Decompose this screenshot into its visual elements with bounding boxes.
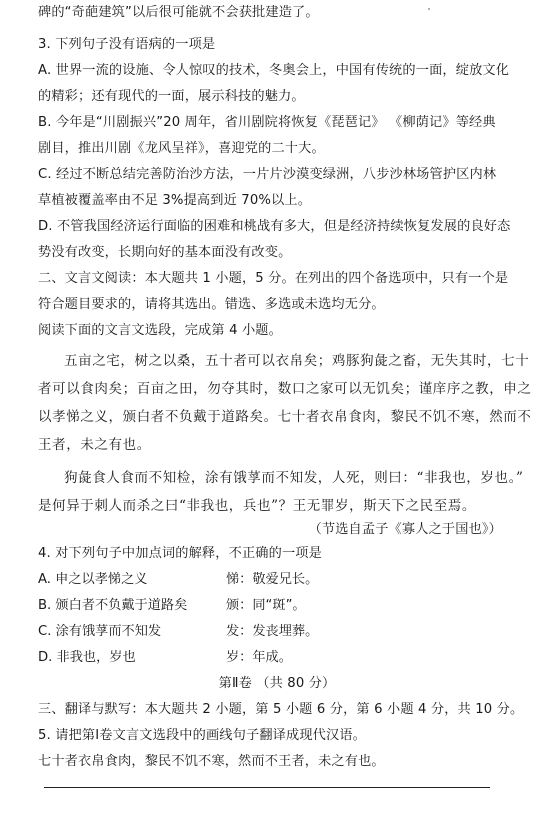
question-3-stem: 3. 下列句子没有语病的一项是 [38,37,216,52]
passage-line: 以孝悌之义，颁白者不负戴于道路矣。七十者衣帛食肉，黎民不饥不寒，然而不 [38,409,532,425]
question-3-option-a: A. 世界一流的设施、令人惊叹的技术，冬奥会上，中国有传统的一面，绽放文化 [38,63,510,78]
passage-line: 者可以食肉矣；百亩之田，勿夺其时，数口之家可以无饥矣；谨庠序之教，申之 [38,381,532,397]
text-line: 碑的“奇葩建筑”以后很可能就不会获批建造了。 [38,5,319,20]
question-4-option: C. 涂有饿莩而不知发 [38,624,162,639]
question-3-option-a-cont: 的精彩；还有现代的一面，展示科技的魅力。 [38,89,305,104]
reading-instruction: 阅读下面的文言文选段，完成第 4 小题。 [38,323,282,338]
question-4-explanation: 发：发丧埋葬。 [226,624,319,639]
question-3-option-d-cont: 势没有改变，长期向好的基本面没有改变。 [38,245,292,260]
question-4-explanation: 岁：年成。 [226,650,292,665]
question-3-option-b-cont: 剧目，推出川剧《龙风呈祥》，喜迎党的二十大。 [38,141,325,156]
section-2-heading-cont: 符合题目要求的，请将其选出。错选、多选或未选均无分。 [38,297,385,312]
question-4-explanation: 颁：同“斑”。 [226,598,306,613]
question-3-option-b: B. 今年是“川剧振兴”20 周年，省川剧院将恢复《琵琶记》 《柳荫记》等经典 [38,115,496,130]
part-2-title: 第Ⅱ卷 （共 80 分） [218,676,336,691]
section-2-heading: 二、文言文阅读：本大题共 1 小题，5 分。在列出的四个备选项中，只有一个是 [38,271,509,286]
question-5-sentence: 七十者衣帛食肉，黎民不饥不寒，然而不王者，未之有也。 [38,754,385,769]
passage-line: 是何异于刺人而杀之曰“非我也，兵也”？王无罪岁，斯天下之民至焉。 [38,498,477,514]
section-3-heading: 三、翻译与默写：本大题共 2 小题，第 5 小题 6 分，第 6 小题 4 分，共 10 分。 [38,702,524,717]
question-4-option: A. 申之以孝悌之义 [38,572,148,587]
question-3-option-c-cont: 草植被覆盖率由不足 3%提高到近 70%以上。 [38,193,312,208]
question-5-stem: 5. 请把第Ⅰ卷文言文选段中的画线句子翻译成现代汉语。 [38,728,367,743]
passage-line: 王者，未之有也。 [38,437,151,453]
question-4-option: B. 颁白者不负戴于道路矣 [38,598,188,613]
passage-source: （节选自孟子《寡人之于国也》） [308,522,502,537]
answer-line [44,787,490,788]
question-4-explanation: 悌：敬爱兄长。 [226,572,319,587]
passage-line: 狗彘食人食而不知检，涂有饿莩而不知发，人死，则曰：“非我也，岁也。” [64,470,524,486]
question-4-stem: 4. 对下列句子中加点词的解释，不正确的一项是 [38,546,322,561]
question-3-option-d: D. 不管我国经济运行面临的困难和桃战有多大，但是经济持续恢复发展的良好态 [38,219,511,234]
question-3-option-c: C. 经过不断总结完善防治沙方法，一片片沙漠变绿洲，八步沙林场管护区内林 [38,167,497,182]
passage-line: 五亩之宅，树之以桑，五十者可以衣帛矣；鸡豚狗彘之畜，无失其时，七十 [64,353,530,369]
question-4-option: D. 非我也，岁也 [38,650,136,665]
